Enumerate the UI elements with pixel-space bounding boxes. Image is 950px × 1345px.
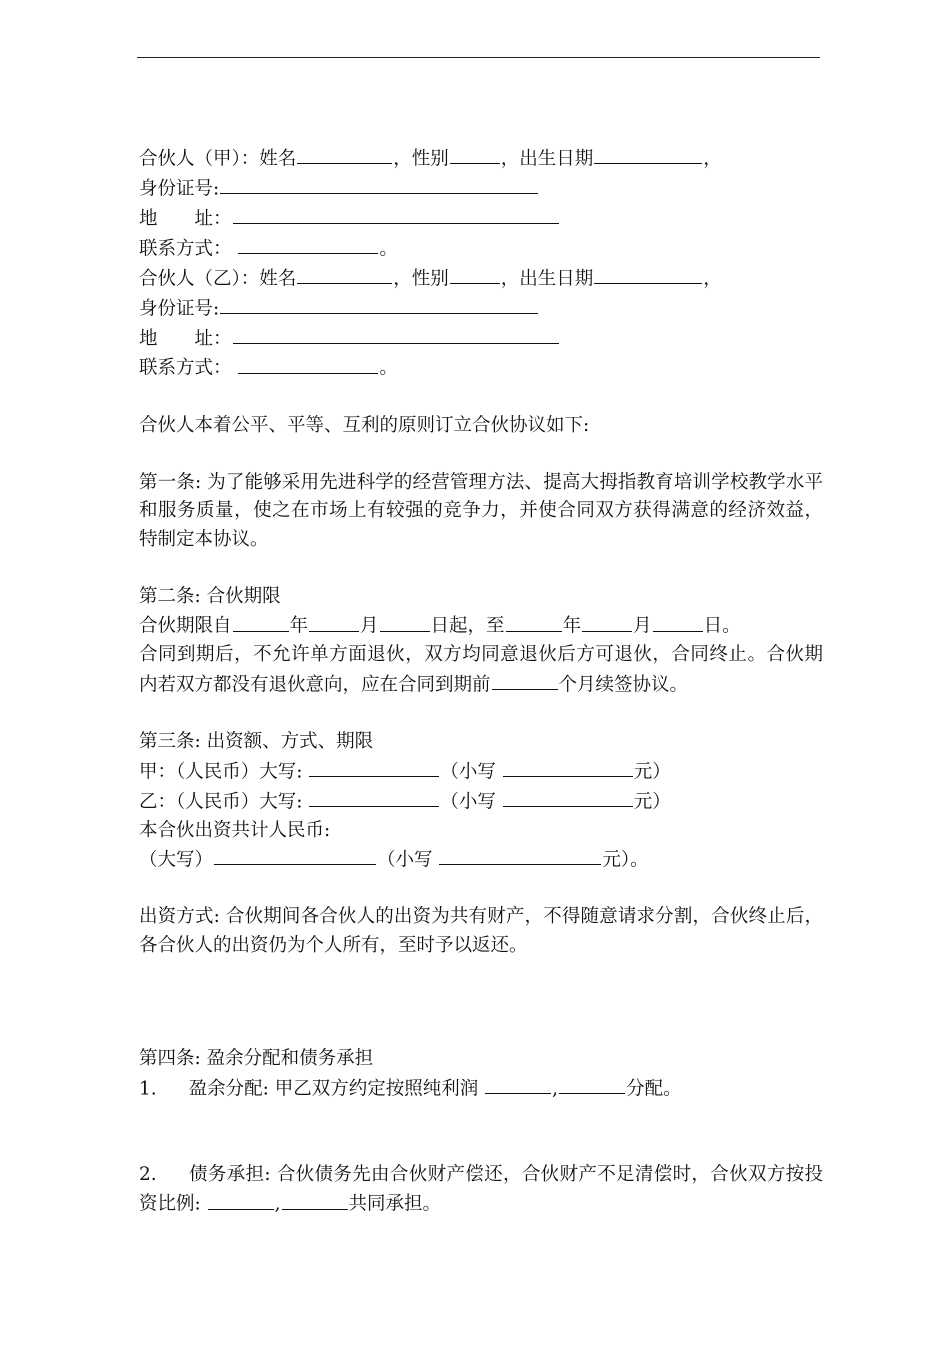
party-a-contact-line: 联系方式： 。 bbox=[139, 234, 823, 264]
article-1: 第一条: 为了能够采用先进科学的经营管理方法、提高大拇指教育培训学校教学水平和服务质量，使之在市场上有较强的竞争力，并使合同双方获得满意的经济效益，特制定本协议。 bbox=[139, 471, 823, 550]
party-b-gender-blank[interactable] bbox=[450, 264, 500, 284]
total-capital-label: 本合伙出资共计人民币: bbox=[139, 819, 331, 841]
party-b-contact-blank[interactable] bbox=[238, 353, 378, 373]
party-a-birth-blank[interactable] bbox=[594, 144, 702, 164]
total-capital-figures-blank[interactable] bbox=[439, 845, 601, 865]
party-a-contact-blank[interactable] bbox=[238, 234, 378, 254]
article-3-title: 第三条: 出资额、方式、期限 bbox=[139, 731, 374, 753]
article-2-title: 第二条: 合伙期限 bbox=[139, 585, 281, 607]
start-year-blank[interactable] bbox=[233, 611, 289, 631]
renewal-months-blank[interactable] bbox=[492, 670, 558, 690]
total-capital-words-blank[interactable] bbox=[214, 845, 376, 865]
party-a-id-line: 身份证号: bbox=[139, 174, 823, 204]
start-month-blank[interactable] bbox=[309, 611, 359, 631]
article-4-title: 第四条: 盈余分配和债务承担 bbox=[139, 1048, 374, 1070]
party-b-name-blank[interactable] bbox=[297, 264, 392, 284]
party-b-capital-line: 乙：（人民币）大写: （小写 元） bbox=[139, 787, 823, 817]
party-b-id-line: 身份证号: bbox=[139, 294, 823, 324]
total-capital-line: （大写） （小写 元）。 bbox=[139, 845, 823, 875]
party-b-line: 合伙人（乙）：姓名 ，性别 ，出生日期 ， bbox=[139, 264, 823, 294]
profit-ratio-b-blank[interactable] bbox=[559, 1074, 625, 1094]
article-2-renewal: 合同到期后，不允许单方面退伙，双方均同意退伙后方可退伙，合同终止。合伙期内若双方都没有退伙意向，应在合同到期前 个月续签协议。 bbox=[139, 644, 823, 696]
contract-body bbox=[139, 144, 823, 1219]
party-a-address-line: 地 址： bbox=[139, 204, 823, 234]
party-b-capital-figures-blank[interactable] bbox=[503, 787, 633, 807]
party-b-id-blank[interactable] bbox=[220, 294, 538, 314]
party-a-line: 合伙人（甲）：姓名 ，性别 ，出生日期 ， bbox=[139, 144, 823, 174]
party-a-gender-blank[interactable] bbox=[450, 144, 500, 164]
article-2-term-line: 合伙期限自 年 月 日起，至 年 月 日。 bbox=[139, 611, 823, 641]
party-a-address-blank[interactable] bbox=[233, 204, 559, 224]
party-a-capital-words-blank[interactable] bbox=[309, 757, 439, 777]
debt-ratio-a-blank[interactable] bbox=[208, 1189, 274, 1209]
debt-ratio-b-blank[interactable] bbox=[282, 1189, 348, 1209]
profit-ratio-a-blank[interactable] bbox=[485, 1074, 551, 1094]
party-b-address-blank[interactable] bbox=[233, 324, 559, 344]
party-a-id-blank[interactable] bbox=[220, 174, 538, 194]
party-a-name-blank[interactable] bbox=[297, 144, 392, 164]
party-a-capital-line: 甲：（人民币）大写: （小写 元） bbox=[139, 757, 823, 787]
party-a-capital-figures-blank[interactable] bbox=[503, 757, 633, 777]
intro-paragraph: 合伙人本着公平、平等、互利的原则订立合伙协议如下: bbox=[139, 414, 590, 436]
start-day-blank[interactable] bbox=[380, 611, 430, 631]
end-day-blank[interactable] bbox=[653, 611, 703, 631]
contribution-method: 出资方式: 合伙期间各合伙人的出资为共有财产，不得随意请求分割，合伙终止后，各合伙人的出资仍为个人所有，至时予以返还。 bbox=[139, 906, 823, 956]
end-year-blank[interactable] bbox=[506, 611, 562, 631]
party-b-birth-blank[interactable] bbox=[594, 264, 702, 284]
party-b-capital-words-blank[interactable] bbox=[309, 787, 439, 807]
end-month-blank[interactable] bbox=[582, 611, 632, 631]
debt-liability-paragraph: 2. 债务承担: 合伙债务先由合伙财产偿还，合伙财产不足清偿时，合伙双方按投资比例: , 共同承担。 bbox=[139, 1163, 823, 1215]
party-b-contact-line: 联系方式： 。 bbox=[139, 353, 823, 383]
header-rule bbox=[137, 57, 820, 58]
party-b-address-line: 地 址： bbox=[139, 324, 823, 354]
profit-distribution-line: 1. 盈余分配: 甲乙双方约定按照纯利润 , 分配。 bbox=[139, 1074, 823, 1104]
